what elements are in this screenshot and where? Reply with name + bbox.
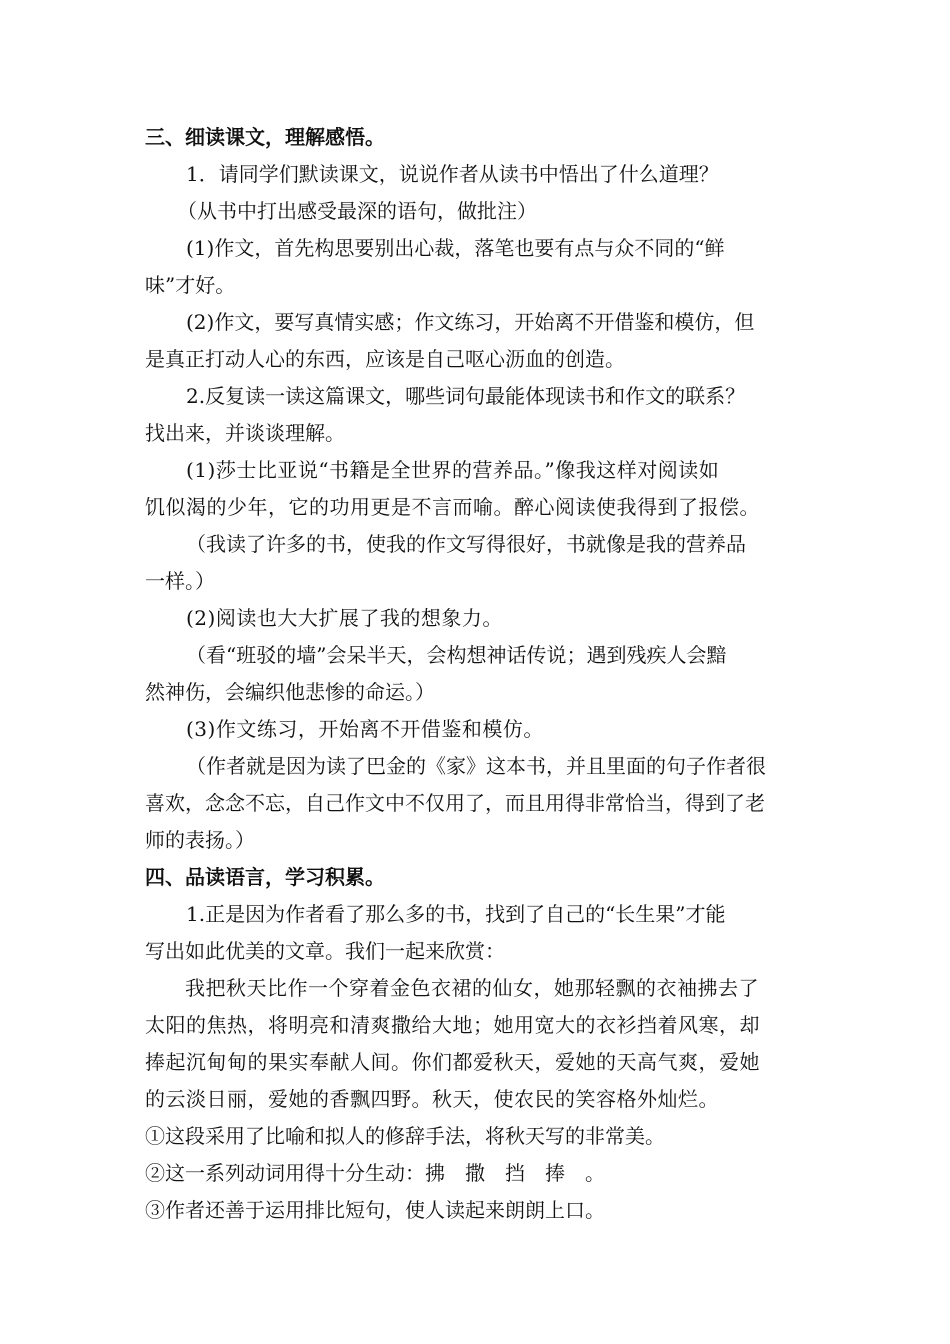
answer-1-line-2: 饥似渴的少年，它的功用更是不言而喻。醉心阅读使我得到了报偿。 [145, 495, 760, 519]
answer-3: (3)作文练习，开始离不开借鉴和模仿。 [186, 717, 544, 741]
answer-3-note-line-3: 师的表扬。） [145, 828, 255, 852]
question-1-note: （从书中打出感受最深的语句，做批注） [177, 199, 537, 223]
answer-2-note-line-2: 然神伤，会编织他悲惨的命运。） [145, 680, 435, 704]
analysis-point-1: ①这段采用了比喻和拟人的修辞手法，将秋天写的非常美。 [145, 1124, 665, 1148]
question-1: 1．请同学们默读课文，说说作者从读书中悟出了什么道理？ [186, 162, 719, 186]
passage-line-2: 太阳的焦热，将明亮和清爽撒给大地；她用宽大的衣衫挡着风寒，却 [145, 1013, 760, 1037]
question-2-line-1: 2.反复读一读这篇课文，哪些词句最能体现读书和作文的联系？ [186, 384, 746, 408]
section-4-question-1-line-1: 1.正是因为作者看了那么多的书，找到了自己的“长生果”才能 [186, 902, 726, 926]
answer-3-note-line-2: 喜欢，念念不忘，自己作文中不仅用了，而且用得非常恰当，得到了老 [145, 791, 765, 815]
answer-2: (2)阅读也大大扩展了我的想象力。 [186, 606, 503, 630]
answer-1-note-line-1: （我读了许多的书，使我的作文写得很好，书就像是我的营养品 [186, 532, 746, 556]
passage-line-1: 我把秋天比作一个穿着金色衣裙的仙女，她那轻飘的衣袖拂去了 [185, 976, 759, 1000]
answer-2-note-line-1: （看“班驳的墙”会呆半天，会构想神话传说；遇到残疾人会黯 [186, 643, 727, 667]
document-page [145, 119, 810, 1229]
section-heading-3: 三、细读课文，理解感悟。 [145, 125, 385, 149]
analysis-point-3: ③作者还善于运用排比短句，使人读起来朗朗上口。 [145, 1198, 605, 1222]
point-2-line-2: 是真正打动人心的东西，应该是自己呕心沥血的创造。 [145, 347, 625, 371]
answer-1-note-line-2: 一样。） [145, 569, 215, 593]
analysis-point-2: ②这一系列动词用得十分生动：拂 撒 挡 捧 。 [145, 1161, 605, 1185]
point-1-line-1: (1)作文，首先构思要别出心裁，落笔也要有点与众不同的“鲜 [186, 236, 725, 260]
answer-1-line-1: (1)莎士比亚说“书籍是全世界的营养品。”像我这样对阅读如 [186, 458, 720, 482]
passage-line-3: 捧起沉甸甸的果实奉献人间。你们都爱秋天，爱她的天高气爽，爱她 [145, 1050, 760, 1074]
section-heading-4: 四、品读语言，学习积累。 [145, 865, 385, 889]
section-4-question-1-line-2: 写出如此优美的文章。我们一起来欣赏： [145, 939, 505, 963]
passage-line-4: 的云淡日丽，爱她的香飘四野。秋天，使农民的笑容格外灿烂。 [145, 1087, 719, 1111]
answer-3-note-line-1: （作者就是因为读了巴金的《家》这本书，并且里面的句子作者很 [186, 754, 766, 778]
point-2-line-1: (2)作文，要写真情实感；作文练习，开始离不开借鉴和模仿，但 [186, 310, 755, 334]
question-2-line-2: 找出来，并谈谈理解。 [145, 421, 345, 445]
point-1-line-2: 味”才好。 [145, 273, 236, 297]
